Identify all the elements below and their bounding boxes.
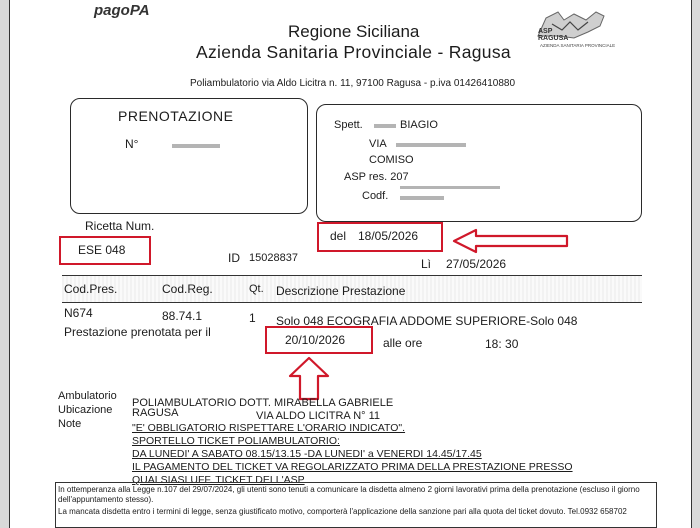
asp-logo xyxy=(534,6,610,46)
recipient-via: VIA xyxy=(369,138,387,150)
note-line-4: IL PAGAMENTO DEL TICKET VA REGOLARIZZATO PRIMA DELLA PRESTAZIONE PRESSO xyxy=(132,461,573,473)
booking-number-label: N° xyxy=(125,137,139,151)
ese-code: ESE 048 xyxy=(78,243,126,257)
col-header-cod-pres: Cod.Pres. xyxy=(64,282,118,296)
ambulatorio-value: POLIAMBULATORIO DOTT. MIRABELLA GABRIELE xyxy=(132,397,394,409)
id-label: ID xyxy=(228,251,240,265)
appointment-label: Prestazione prenotata per il xyxy=(64,325,211,339)
scan-left-edge xyxy=(0,0,9,528)
region-title: Regione Siciliana xyxy=(288,22,420,41)
note-line-2: SPORTELLO TICKET POLIAMBULATORIO: xyxy=(132,435,340,447)
prescription-date: 18/05/2026 xyxy=(358,229,419,243)
asp-logo-text: ASP RAGUSA xyxy=(538,28,569,42)
id-value: 15028837 xyxy=(249,252,298,264)
recipient-codf: Codf. xyxy=(362,190,389,202)
redacted-codf xyxy=(400,196,444,200)
col-header-qt: Qt. xyxy=(249,283,264,295)
ubicazione-street: VIA ALDO LICITRA N° 11 xyxy=(256,410,381,422)
footer-line-2: dell'appuntamento stesso). xyxy=(58,495,154,504)
col-header-cod-reg: Cod.Reg. xyxy=(162,282,213,296)
redacted-recipient-name xyxy=(374,124,396,128)
ubicazione-city: RAGUSA xyxy=(132,407,179,419)
del-label: del xyxy=(330,229,347,243)
col-header-descrizione: Descrizione Prestazione xyxy=(276,284,406,298)
asp-logo-subtext: AZIENDA SANITARIA PROVINCIALE xyxy=(540,43,616,48)
asp-address: Poliambulatorio via Aldo Licitra n. 11, 97100 Ragusa - p.iva 01426410880 xyxy=(190,78,516,89)
row-descrizione: Solo 048 ECOGRAFIA ADDOME SUPERIORE-Solo 048 xyxy=(276,314,578,328)
appointment-date: 20/10/2026 xyxy=(285,333,346,347)
row-cod-reg: 88.74.1 xyxy=(162,309,203,323)
redacted-recipient-street xyxy=(396,143,466,147)
ambulatorio-label: Ambulatorio xyxy=(58,390,117,402)
scan-right-border xyxy=(691,0,692,528)
recipient-name: BIAGIO xyxy=(400,119,438,131)
note-line-5: QUALSIASI UFF. TICKET DELL'ASP xyxy=(132,474,305,486)
booking-title: PRENOTAZIONE xyxy=(118,108,234,124)
footer-line-1: In ottemperanza alla Legge n.107 del 29/07/2024, gli utenti sono tenuti a comunicare la disdetta almeno 2 giorni lavorativi prima della prenotazione (escluso il giorno xyxy=(58,485,640,494)
appointment-time: 18: 30 xyxy=(485,337,519,351)
recipient-asp-res: ASP res. 207 xyxy=(344,171,409,183)
appointment-time-label: alle ore xyxy=(383,336,423,350)
recipient-city: COMISO xyxy=(369,154,414,166)
li-label: Lì xyxy=(421,257,432,271)
row-qt: 1 xyxy=(249,311,256,325)
scan-left-border xyxy=(9,0,10,528)
arrow-left-icon xyxy=(452,228,570,254)
footer-line-3: La mancata disdetta entro i termini di legge, senza giustificato motivo, comporterà l'applicazione della sanzione pari alla quota del ticket dovuto. Tel.0932 658702 xyxy=(58,507,627,516)
note-label: Note xyxy=(58,418,82,430)
li-date: 27/05/2026 xyxy=(446,257,507,271)
scan-right-edge xyxy=(692,0,700,528)
pagopa-logo: pagoPA xyxy=(94,2,150,19)
redacted-booking-number xyxy=(172,144,220,148)
note-line-1: "E' OBBLIGATORIO RISPETTARE L'ORARIO INDICATO". xyxy=(132,422,406,434)
recipient-spett: Spett. xyxy=(334,119,363,131)
ricetta-label: Ricetta Num. xyxy=(85,219,155,233)
asp-title: Azienda Sanitaria Provinciale - Ragusa xyxy=(196,42,511,62)
recipient-box xyxy=(316,104,642,222)
redacted-line xyxy=(400,186,500,189)
note-line-3: DA LUNEDI' A SABATO 08.15/13.15 -DA LUNEDI' a VENERDI 14.45/17.45 xyxy=(132,448,482,460)
ubicazione-label: Ubicazione xyxy=(58,404,113,416)
arrow-up-icon xyxy=(287,356,331,402)
row-cod-pres: N674 xyxy=(64,306,93,320)
